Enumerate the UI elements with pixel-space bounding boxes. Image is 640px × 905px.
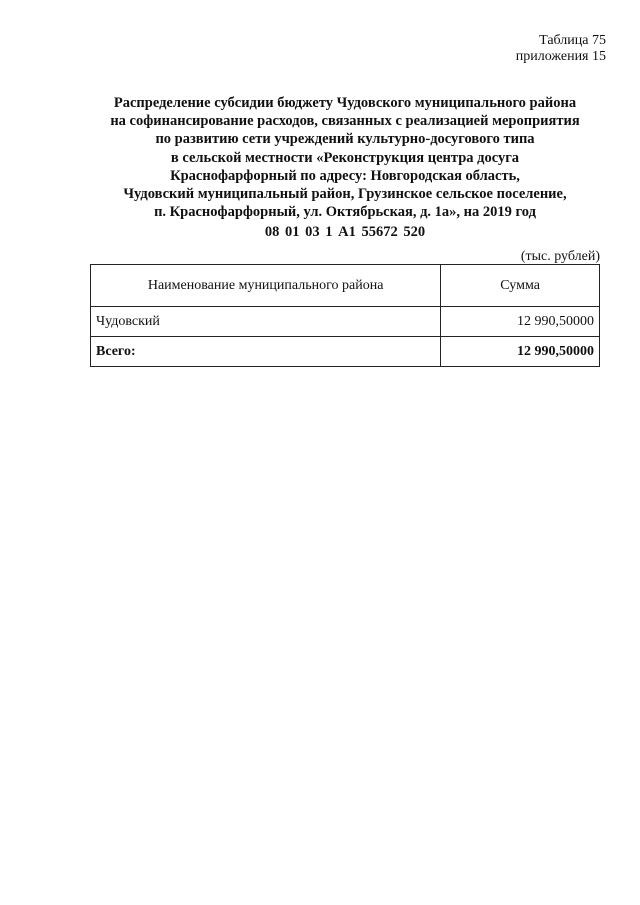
document-title <box>90 94 600 242</box>
title-line: п. Краснофарфорный, ул. Октябрьская, д. 1а», на 2019 год <box>154 204 536 221</box>
table-number: Таблица 75 <box>539 33 606 48</box>
title-line: в сельской местности «Реконструкция центра досуга <box>170 149 520 166</box>
title-line: Распределение субсидии бюджету Чудовского муниципального района <box>113 95 577 111</box>
header-sum: Сумма <box>441 265 600 307</box>
title-line: Краснофарфорный по адресу: Новгородская область, <box>170 167 520 184</box>
district-name-cell: Чудовский <box>91 307 441 337</box>
title-line: на софинансирование расходов, связанных с реализацией мероприятия <box>110 113 580 130</box>
table-header-row <box>91 265 600 307</box>
table-row <box>91 307 600 337</box>
subsidy-table <box>90 264 600 367</box>
total-sum-cell: 12 990,50000 <box>441 337 600 367</box>
table-reference <box>516 33 606 65</box>
table-total-row <box>91 337 600 367</box>
title-line: Чудовский муниципальный район, Грузинское сельское поселение, <box>123 186 567 203</box>
sum-cell: 12 990,50000 <box>441 307 600 337</box>
units-label: (тыс. рублей) <box>520 249 600 264</box>
total-label-cell: Всего: <box>91 337 441 367</box>
title-line: по развитию сети учреждений культурно-досугового типа <box>155 131 535 148</box>
budget-classification-code: 08 01 03 1 А1 55672 520 <box>264 224 426 241</box>
header-district-name: Наименование муниципального района <box>91 265 441 307</box>
appendix-number: приложения 15 <box>515 49 606 64</box>
